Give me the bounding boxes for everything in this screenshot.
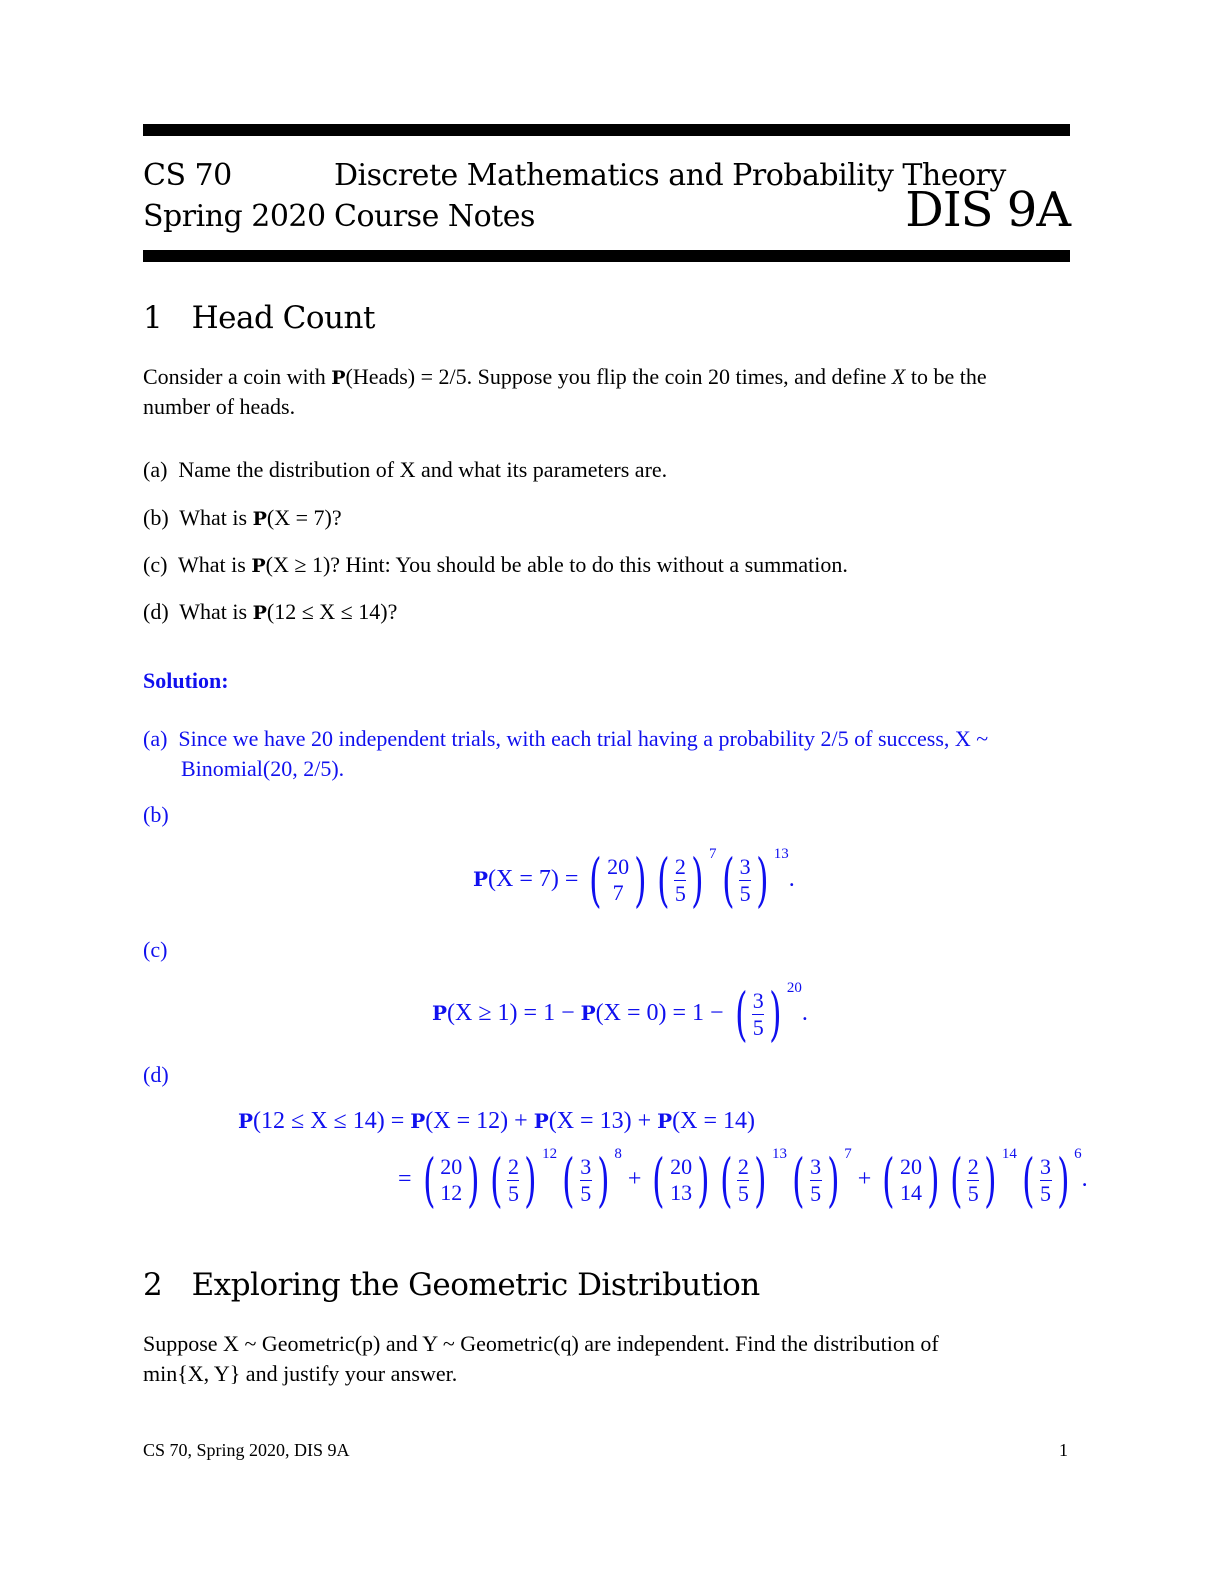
- intro-text-a: Consider a coin with: [143, 364, 332, 389]
- question-d-label: (d): [143, 599, 169, 624]
- section-2-number: 2: [143, 1267, 163, 1303]
- solution-a-line2: Binomial(20, 2/5).: [181, 756, 345, 781]
- course-term: Spring 2020: [143, 199, 326, 234]
- equation-d-line1: P(12 ≤ X ≤ 14) = P(X = 12) + P(X = 13) + P(X = 14): [238, 1108, 756, 1134]
- intro-text-c: to be the: [905, 364, 987, 389]
- course-code: CS 70: [143, 158, 232, 193]
- binomial-20-7: ( 20 7 ): [589, 846, 647, 915]
- problem-2-line2: min{X, Y} and justify your answer.: [143, 1361, 458, 1386]
- equation-c-text: (X ≥ 1) = 1 −: [447, 1000, 581, 1026]
- question-b-text-b: (X = 7)?: [266, 505, 342, 530]
- problem-2-line1: Suppose X ~ Geometric(p) and Y ~ Geometric(q) are independent. Find the distribution of: [143, 1331, 939, 1356]
- question-b: (b) What is P(X = 7)?: [143, 505, 342, 530]
- header-top-rule: [143, 124, 1070, 136]
- question-d-text-a: What is: [179, 599, 253, 624]
- question-a-label: (a): [143, 457, 168, 482]
- equation-d-part-b: (X = 12) +: [425, 1108, 534, 1134]
- section-1-title: Head Count: [191, 300, 375, 336]
- question-b-text-a: What is: [179, 505, 253, 530]
- question-c-text-b: (X ≥ 1)? Hint: You should be able to do this without a summation.: [265, 552, 848, 577]
- equation-b: P(X = 7) = ( 20 7 ) ( 2 5 ) $^7$ ( 3 5 ) $^{13}$.: [473, 846, 795, 915]
- question-c: (c) What is P(X ≥ 1)? Hint: You should be able to do this without a summation.: [143, 552, 848, 577]
- solution-d-label: (d): [143, 1062, 169, 1087]
- question-a-text: Name the distribution of X and what its parameters are.: [178, 457, 668, 482]
- question-a: [143, 455, 667, 485]
- section-2-title: Exploring the Geometric Distribution: [191, 1267, 760, 1303]
- solution-b-label: (b): [143, 802, 169, 827]
- section-1-heading: [143, 300, 375, 336]
- question-c-label: (c): [143, 552, 168, 577]
- problem-1-intro: Consider a coin with P(Heads) = 2/5. Suppose you flip the coin 20 times, and define X to be the: [143, 364, 987, 389]
- section-1-number: 1: [143, 300, 163, 336]
- question-d: (d) What is P(12 ≤ X ≤ 14)?: [143, 599, 398, 624]
- problem-1-intro-line2: number of heads.: [143, 394, 296, 419]
- section-2-heading: [143, 1267, 760, 1303]
- course-title: Discrete Mathematics and Probability Theory: [334, 158, 1006, 193]
- header-bottom-rule: [143, 250, 1070, 262]
- solution-a: [143, 724, 988, 754]
- equation-d-part-d: (X = 14): [672, 1108, 756, 1134]
- solution-c-label: (c): [143, 937, 168, 962]
- solution-label: Solution:: [143, 668, 229, 693]
- equation-b-lhs: (X = 7) =: [488, 866, 579, 892]
- probability-symbol: P: [331, 367, 346, 389]
- solution-a-line1: Since we have 20 independent trials, with each trial having a probability 2/5 of success, X ~: [178, 726, 989, 751]
- footer-left: CS 70, Spring 2020, DIS 9A: [143, 1440, 350, 1460]
- equation-c: P(X ≥ 1) = 1 − P(X = 0) = 1 − ( 3 5 ) $^{20}$.: [432, 980, 808, 1049]
- solution-a-label: (a): [143, 726, 168, 751]
- intro-text-b: (Heads) = 2/5. Suppose you flip the coin 20 times, and define: [345, 364, 892, 389]
- question-d-text-b: (12 ≤ X ≤ 14)?: [266, 599, 398, 624]
- equation-d-part-c: (X = 13) +: [548, 1108, 658, 1134]
- page-number: 1: [1059, 1440, 1068, 1460]
- course-subtitle: Course Notes: [334, 199, 535, 234]
- question-b-label: (b): [143, 505, 169, 530]
- equation-d-line2: = ( 20 12 ) ( 2 5 ) $^{12}$ ( 3 5 ) $^8$ + ( 20 13 ) ( 2 5 ) $^{13}$ ( 3 5 ) $^7$ + ( 20 14 ) ( 2 5 ) $^{14}$ ( 3 5 ) $^6$.: [398, 1146, 1088, 1215]
- equation-d-part-a: (12 ≤ X ≤ 14) =: [253, 1108, 411, 1134]
- question-c-text-a: What is: [178, 552, 252, 577]
- equation-c-text2: (X = 0) = 1 −: [595, 1000, 724, 1026]
- discussion-id: DIS 9A: [905, 182, 1070, 238]
